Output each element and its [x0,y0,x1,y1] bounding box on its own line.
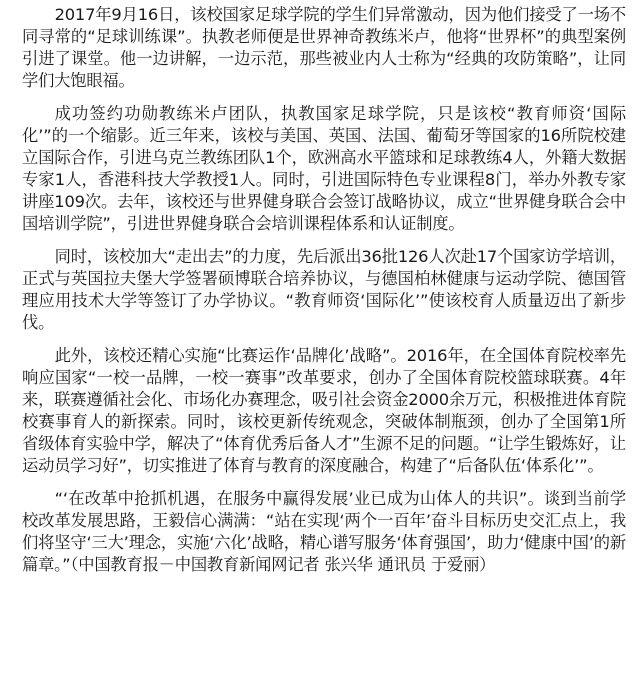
paragraph-5: “‘在改革中抢抓机遇，在服务中赢得发展’业已成为山体人的共识”。谈到当前学校改革发展思路，王毅信心满满：“站在实现‘两个一百年’奋斗目标历史交汇点上，我们将坚守‘三大’理念，实施‘六化’战略，精心谱写服务‘体育强国’，助力‘健康中国’的新篇章。”（中国教育报－中国教育新闻网记者 张兴华 通讯员 于爱丽） [22,489,626,574]
paragraph-3: 同时，该校加大“走出去”的力度，先后派出36批126人次赴17个国家访学培训，正式与英国拉夫堡大学签署硕博联合培养协议，与德国柏林健康与运动学院、德国管理应用技术大学等签订了办学协议。“教育师资‘国际化’”使该校育人质量迈出了新步伐。 [22,247,626,332]
paragraph-2: 成功签约功勋教练米卢团队，执教国家足球学院，只是该校“教育师资‘国际化’”的一个缩影。近三年来，该校与美国、英国、法国、葡萄牙等国家的16所院校建立国际合作，引进乌克兰教练团队1个，欧洲高水平篮球和足球教练4人，外籍大数据专家1人，香港科技大学教授1人。同时，引进国际特色专业课程8门，举办外教专家讲座109次。去年，该校还与世界健身联合会签订战略协议，成立“世界健身联合会中国培训学院”，引进世界健身联合会培训课程体系和认证制度。 [22,104,626,233]
paragraph-4: 此外，该校还精心实施“比赛运作‘品牌化’战略”。2016年，在全国体育院校率先响应国家“一校一品牌，一校一赛事”改革要求，创办了全国体育院校篮球联赛。4年来，联赛遵循社会化、市场化办赛理念，吸引社会资金2000余万元，积极推进体育院校赛事育人的新探索。同时，该校更新传统观念，突破体制瓶颈，创办了全国第1所省级体育实验中学，解决了“体育优秀后备人才”生源不足的问题。“让学生锻炼好，让运动员学习好”，切实推进了体育与教育的深度融合，构建了“后备队伍‘体系化’”。 [22,346,626,475]
paragraph-1: 2017年9月16日，该校国家足球学院的学生们异常激动，因为他们接受了一场不同寻常的“足球训练课”。执教老师便是世界神奇教练米卢，他将“世界杯”的典型案例引进了课堂。他一边讲解，一边示范，那些被业内人士称为“经典的攻防策略”，让同学们大饱眼福。 [22,5,626,90]
